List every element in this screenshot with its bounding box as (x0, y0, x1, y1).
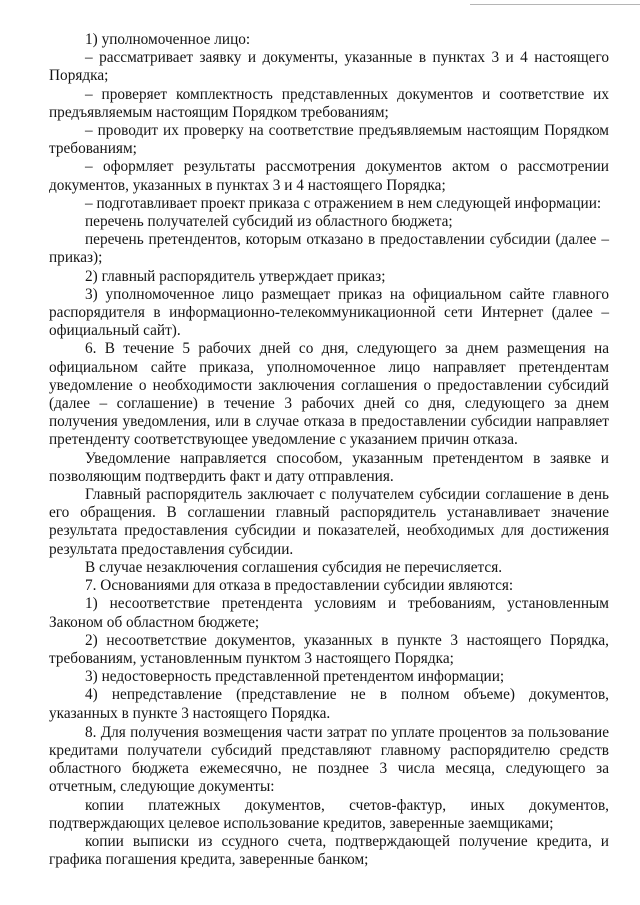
top-edge-line (470, 4, 640, 5)
paragraph: перечень получателей субсидий из областного бюджета; (85, 213, 453, 231)
paragraph: 1) несоответствие претендента условиям и требованиям, установленным Законом об областном бюджете; (49, 595, 609, 631)
paragraph: – проводит их проверку на соответствие предъявляемым настоящим Порядком требованиям; (49, 122, 609, 158)
paragraph: – проверяет комплектность представленных документов и соответствие их предъявляемым настоящим Порядком требованиям; (49, 85, 609, 121)
paragraph: копии платежных документов, счетов-фактур, иных документов, подтверждающих целевое использование кредитов, заверенные заемщиками; (49, 796, 609, 832)
paragraph: 1) уполномоченное лицо: (85, 31, 251, 48)
paragraph: 3) недостоверность представленной претендентом информации; (85, 668, 505, 686)
paragraph: – подготавливает проект приказа с отражением в нем следующей информации: (85, 194, 602, 212)
paragraph: 2) главный распорядитель утверждает приказ; (85, 267, 386, 285)
paragraph: – оформляет результаты рассмотрения документов актом о рассмотрении документов, указанных в пунктах 3 и 4 настоящего Порядка; (49, 158, 609, 194)
paragraph: В случае незаключения соглашения субсидия не перечисляется. (85, 558, 503, 576)
paragraph: Главный распорядитель заключает с получателем субсидии соглашение в день его обращения. В соглашении главный распорядитель устанавливает значение результата предоставления субсидии и показателей, необходимых для достижения результата предоставления субсидии. (49, 486, 609, 558)
paragraph: копии выписки из ссудного счета, подтверждающей получение кредита, и графика погашения кредита, заверенные банком; (49, 832, 609, 869)
paragraph: 6. В течение 5 рабочих дней со дня, следующего за днем размещения на официальном сайте приказа, уполномоченное лицо направляет претендентам уведомление о необходимости заключения соглашения о предоставлении субсидий (далее – соглашение) в течение 3 рабочих дней со дня, следующего за днем получения уведомления, или в случае отказа в предоставлении субсидии направляет претенденту соответствующее уведомление с указанием причин отказа. (49, 340, 609, 449)
paragraph: 7. Основаниями для отказа в предоставлении субсидии являются: (85, 577, 514, 595)
paragraph: – рассматривает заявку и документы, указанные в пунктах 3 и 4 настоящего Порядка; (49, 49, 609, 85)
paragraph: перечень претендентов, которым отказано в предоставлении субсидии (далее – приказ); (49, 231, 609, 267)
paragraph: 3) уполномоченное лицо размещает приказ на официальном сайте главного распорядителя в информационно-телекоммуникационной сети Интернет (далее – официальный сайт). (49, 285, 609, 340)
paragraph: Уведомление направляется способом, указанным претендентом в заявке и позволяющим подтвердить факт и дату отправления. (49, 449, 609, 485)
paragraph: 4) непредставление (представление не в полном объеме) документов, указанных в пункте 3 настоящего Порядка. (49, 686, 609, 722)
document-body (49, 31, 609, 869)
paragraph: 8. Для получения возмещения части затрат по уплате процентов за пользование кредитами получатели субсидий представляют главному распорядителю средств областного бюджета ежемесячно, не позднее 3 числа месяца, следующего за отчетным, следующие документы: (49, 723, 609, 796)
paragraph: 2) несоответствие документов, указанных в пункте 3 настоящего Порядка, требованиям, установленным пунктом 3 настоящего Порядка; (49, 631, 609, 667)
